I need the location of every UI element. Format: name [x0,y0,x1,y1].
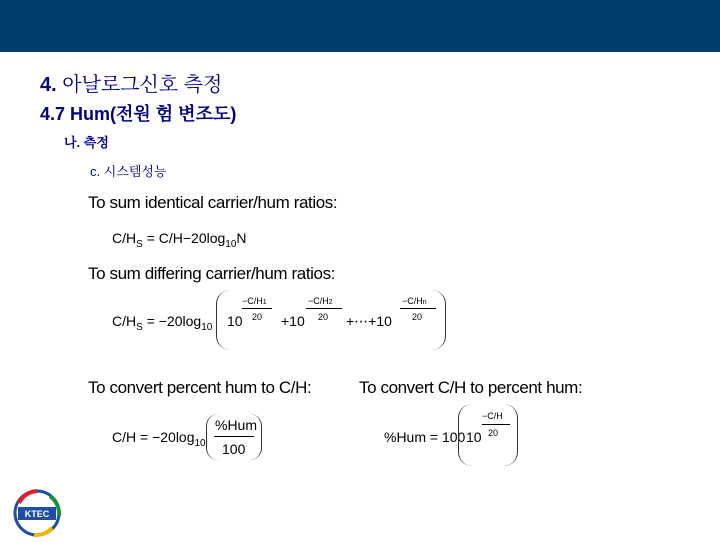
eq4-fraction-bar [482,424,510,425]
eq4-exp: −C/H [482,411,503,421]
subsubsection-title: 나. 측정 [64,135,109,150]
eq1-rhs-b: N [236,230,247,246]
equation-percent-to-ch [112,429,206,449]
eq2-lhs-sub: S [136,322,143,333]
eq2-termn-base: +⋯+10 [346,313,392,329]
ktec-logo-text: KTEC [24,509,50,519]
top-banner [0,0,720,52]
eq2-termn-fraction-bar [400,308,436,309]
eq3-fraction-bar [214,436,254,437]
ktec-logo [12,488,62,538]
subsection-title: 4.7 Hum(전원 험 변조도) [40,104,237,124]
eq2-lhs: C/H [112,313,137,329]
eq3-numerator: %Hum [215,417,258,433]
eq2-term1-base: 10 [227,313,243,329]
percent-to-ch-label: To convert percent hum to C/H: [88,378,312,397]
eq2-term2-denom: 20 [318,312,329,322]
equation-identical [112,230,247,250]
eq2-rhs-sub: 10 [201,322,213,333]
eq4-base: 10 [466,429,482,445]
eq1-rhs-a: = C/H−20log [146,230,226,246]
identical-ratios-label: To sum identical carrier/hum ratios: [88,193,338,212]
eq2-termn-exp: −C/Hn [402,296,427,306]
ch-to-percent-label: To convert C/H to percent hum: [359,378,583,397]
section-title-number: 4. [40,74,57,96]
eq1-lhs: C/H [112,230,137,246]
section-title-text: 아날로그신호 측정 [62,74,223,96]
eq3-lhs-sub: 10 [194,438,206,449]
eq2-termn-denom: 20 [412,312,423,322]
eq2-term2-base: +10 [281,313,305,329]
eq2-term2-fraction-bar [306,308,342,309]
eq4-denominator: 20 [488,428,499,438]
differing-ratios-label: To sum differing carrier/hum ratios: [88,264,335,283]
eq3-lhs: C/H = −20log [112,429,195,445]
eq2-term1-fraction-bar [242,308,272,309]
eq1-rhs-sub: 10 [225,239,237,250]
eq2-term2-exp: −C/H2 [308,296,333,306]
equation-differing-lhs [112,313,212,333]
eq2-term1-exp: −C/H1 [242,296,267,306]
ktec-logo-icon [12,488,62,538]
eq1-lhs-sub: S [136,239,143,250]
section-title [40,68,222,97]
eq2-term1-denom: 20 [252,312,263,322]
item-title: c. 시스템성능 [90,164,167,179]
equation-ch-to-percent: %Hum = 100 [384,429,466,445]
eq3-denominator: 100 [222,441,246,457]
eq2-rhs-a: = −20log [146,313,202,329]
